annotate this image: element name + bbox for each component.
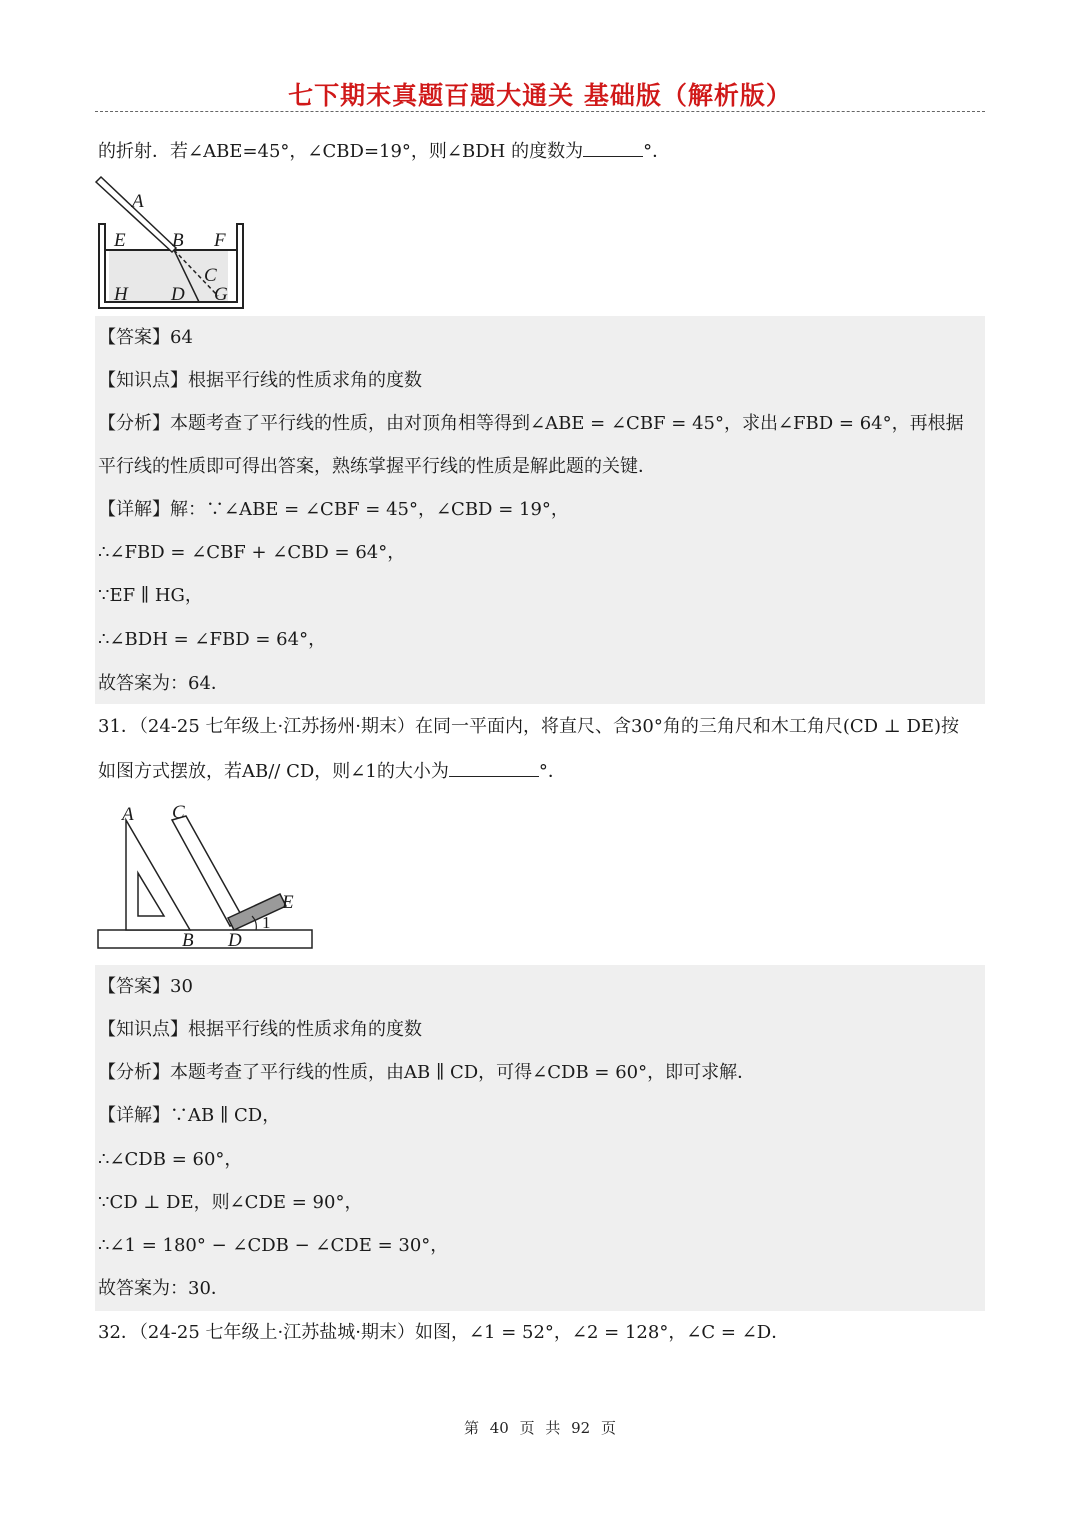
q31-label-a: A xyxy=(122,804,134,825)
q30-label-b: B xyxy=(172,230,184,251)
q31-detail-line-4: ∴∠1 = 180° − ∠CDB − ∠CDE = 30°， xyxy=(98,1235,449,1256)
q30-label-c: C xyxy=(204,265,217,286)
q31-detail-line-5: 故答案为：30． xyxy=(98,1278,229,1299)
q30-detail-line-3: ∵EF ∥ HG， xyxy=(98,585,203,606)
q31-detail-line-2: ∴∠CDB = 60°， xyxy=(98,1149,243,1170)
q30-label-d: D xyxy=(171,284,185,305)
q30-detail-line-1: 【详解】解：∵∠ABE = ∠CBF = 45°，∠CBD = 19°， xyxy=(98,499,569,520)
q30-stem-end: °． xyxy=(643,141,671,162)
q31-label-c: C xyxy=(172,802,185,823)
header-divider xyxy=(95,111,985,112)
q31-solution-panel xyxy=(95,965,985,1311)
q30-stem xyxy=(98,138,670,164)
q30-label-h: H xyxy=(114,284,128,305)
q31-detail-line-3: ∵CD ⊥ DE，则∠CDE = 90°， xyxy=(98,1192,363,1213)
q31-knowledge-point: 【知识点】根据平行线的性质求角的度数 xyxy=(98,1019,422,1040)
q31-label-d: D xyxy=(228,930,242,951)
q31-label-1: 1 xyxy=(262,913,271,932)
q30-detail-line-2: ∴∠FBD = ∠CBF + ∠CBD = 64°， xyxy=(98,542,406,563)
q31-stem-line-1: 31．（24-25 七年级上·江苏扬州·期末）在同一平面内，将直尺、含30°角的三角尺和木工角尺(CD ⊥ DE)按 xyxy=(98,716,960,737)
q30-stem-text: 的折射．若∠ABE=45°，∠CBD=19°，则∠BDH 的度数为 xyxy=(98,141,584,162)
q31-detail-line-1: 【详解】∵AB ∥ CD， xyxy=(98,1105,281,1126)
q30-analysis-line-2: 平行线的性质即可得出答案，熟练掌握平行线的性质是解此题的关键． xyxy=(98,456,656,477)
q30-rod xyxy=(96,177,176,252)
q31-analysis: 【分析】本题考查了平行线的性质，由AB ∥ CD，可得∠CDB = 60°，即可求解． xyxy=(98,1062,756,1083)
q31-answer-blank xyxy=(449,758,539,777)
q30-label-a: A xyxy=(132,191,144,212)
document-title: 七下期末真题百题大通关 基础版（解析版） xyxy=(288,81,792,110)
q31-answer: 【答案】30 xyxy=(98,976,193,997)
q30-answer-blank xyxy=(583,138,643,157)
q30-analysis-line-1: 【分析】本题考查了平行线的性质，由对顶角相等得到∠ABE = ∠CBF = 45°，求出∠FBD = 64°，再根据 xyxy=(98,413,964,434)
q30-answer: 【答案】64 xyxy=(98,327,193,348)
q30-refraction-figure xyxy=(94,174,250,314)
q31-stem-text: 如图方式摆放，若AB// CD，则∠1的大小为 xyxy=(98,761,449,782)
q30-label-f: F xyxy=(214,230,226,251)
q30-detail-line-5: 故答案为：64． xyxy=(98,673,229,694)
q30-label-g: G xyxy=(214,284,228,305)
q30-detail-line-4: ∴∠BDH = ∠FBD = 64°， xyxy=(98,629,327,650)
q30-label-e: E xyxy=(114,230,126,251)
q30-knowledge-point: 【知识点】根据平行线的性质求角的度数 xyxy=(98,370,422,391)
q31-label-e: E xyxy=(282,892,294,913)
q32-stem: 32．（24-25 七年级上·江苏盐城·期末）如图，∠1 = 52°，∠2 = 128°，∠C = ∠D． xyxy=(98,1322,790,1343)
q31-ruler-figure xyxy=(94,798,318,954)
q31-carpenter-square-long-arm xyxy=(172,816,244,926)
q31-ruler xyxy=(98,930,312,948)
q31-label-b: B xyxy=(182,930,194,951)
q31-stem-end: °． xyxy=(538,761,566,782)
q31-stem-line-2 xyxy=(98,758,566,784)
page-number: 第 40 页 共 92 页 xyxy=(463,1419,616,1437)
